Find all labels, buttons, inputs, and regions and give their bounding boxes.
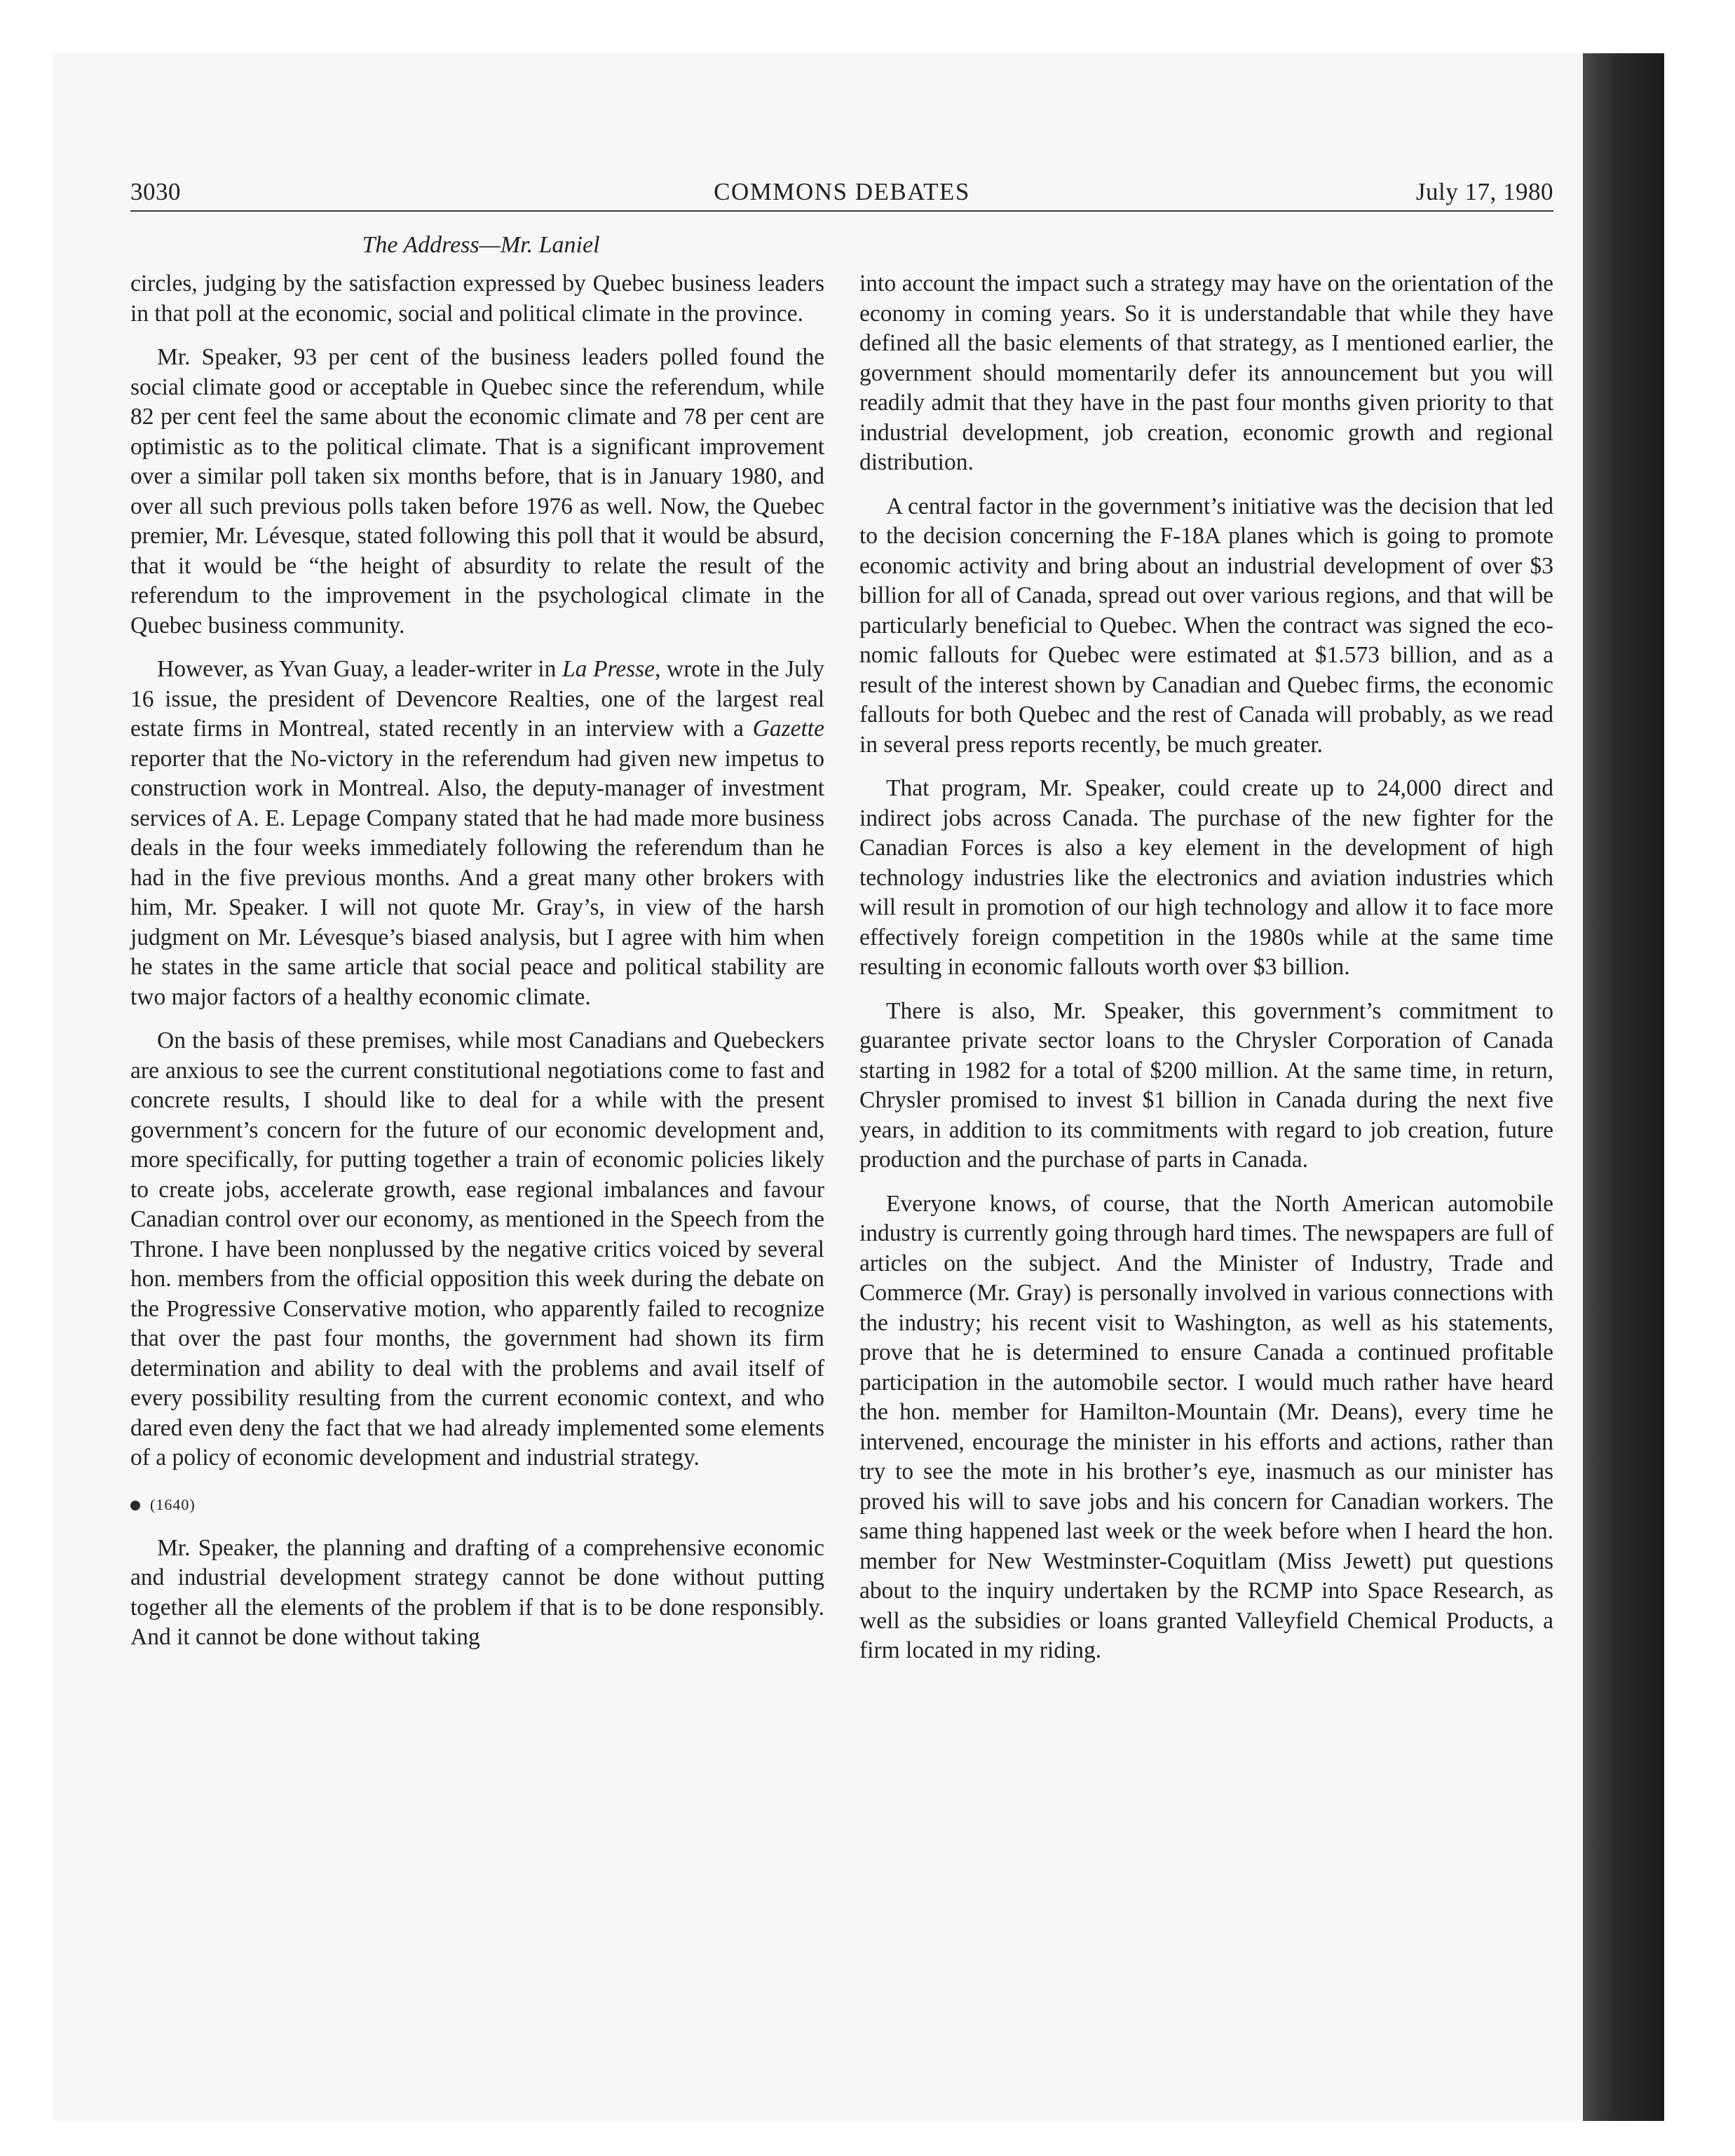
paragraph: Mr. Speaker, 93 per cent of the business leaders polled found the social climate good or acceptable in Quebec since the referendum, while 82 per cent feel the same about the economic climate and 78 per cent are optimistic as to the political climate. That is a significant improvement over a similar poll taken six months before, that is in January 1980, and over all such previous polls taken before 1976 as well. Now, the Quebec premier, Mr. Lévesque, stated following this poll that it would be absurd, that it would be “the height of absurdity to relate the result of the referendum to the improvement in the psychological climate in the Quebec business community. (130, 344, 824, 639)
publication-title: COMMONS DEBATES (714, 178, 970, 205)
paragraph: A central factor in the government’s initiative was the decision that led to the decision concerning the F-18A planes which is going to promote economic activity and bring about an industrial development of over $3 billion for all of Canada, spread out over various regions, and that will be particularly beneficial to Quebec. When the contract was signed the economic fallouts for Quebec were estimated at $1.573 billion, and as a result of the interest shown by Canadian and Quebec firms, the economic fallouts for both Quebec and the rest of Canada will probably, as we read in several press reports recently, be much greater. (859, 493, 1553, 758)
paragraph (130, 655, 824, 1012)
running-header (130, 178, 1553, 212)
time-marker (130, 1490, 824, 1520)
paragraph-text: , wrote in the July 16 issue, the president of Devencore Realties, one of the largest real estate firms in Montreal, stated recently in an interview with a (130, 656, 825, 742)
issue-date: July 17, 1980 (1415, 178, 1553, 205)
paragraph: Mr. Speaker, the planning and drafting of a comprehensive economic and industrial development strategy cannot be done without putting together all the elements of the problem if that is to be done responsibly. And it cannot be done without taking (130, 1534, 824, 1650)
left-column (130, 269, 824, 1667)
paragraph: That program, Mr. Speaker, could create up to 24,000 direct and indirect jobs across Canada. The purchase of the new fighter for the Canadian Forces is also a key element in the development of high technology industries like the electronics and aviation industries which will result in promotion of our high technology and allow it to face more effectively foreign competition in the 1980s while at the same time resulting in economic fallouts worth over $3 billion. (859, 775, 1553, 980)
paragraph-text: However, as Yvan Guay, a leader-writer in (157, 656, 562, 682)
bullet-icon (130, 1501, 140, 1510)
paragraph: There is also, Mr. Speaker, this government’s commitment to guarantee private sector loans to the Chrysler Corporation of Canada starting in 1982 for a total of $200 million. At the same time, in return, Chrysler promised to invest $1 billion in Canada during the next five years, in addition to its commitments with regard to job creation, future production and the purchase of parts in Canada. (859, 997, 1553, 1173)
paragraph-text: reporter that the No-victory in the referendum had given new impetus to construction work in Montreal. Also, the deputy-manager of investment services of A. E. Lepage Company stated that he had made more business deals in the four weeks immediately following the referendum than he had in the five previous months. And a great many other brokers with him, Mr. Speaker. I will not quote Mr. Gray’s, in view of the harsh judgment on Mr. Lévesque’s biased analysis, but I agree with him when he states in the same article that social peace and political stability are two major factors of a healthy economic climate. (130, 745, 824, 1010)
paragraph: into account the impact such a strategy may have on the orientation of the economy in coming years. So it is understandable that while they have defined all the basic elements of that strategy, as I mentioned earlier, the government should momentarily defer its announcement but you will readily admit that they have in the past four months given priority to that industrial development, job creation, economic growth and regional distribution. (859, 271, 1553, 475)
page-number: 3030 (130, 178, 181, 205)
time-marker-label: (1640) (150, 1495, 196, 1513)
section-heading: The Address—Mr. Laniel (362, 232, 600, 258)
right-column (859, 269, 1553, 1680)
binding-edge (1583, 53, 1664, 2121)
paragraph: On the basis of these premises, while most Canadians and Quebeckers are anxious to see the current constitutional negotiations come to fast and concrete results, I should like to deal for a while with the present government’s concern for the future of our economic development and, more specifically, for putting together a train of economic policies likely to create jobs, accelerate growth, ease regional imbalances and favour Canadian control over our economy, as mentioned in the Speech from the Throne. I have been nonplussed by the negative critics voiced by several hon. members from the official opposition this week during the debate on the Progressive Conservative motion, who apparently failed to recognize that over the past four months, the government had shown its firm determination and ability to deal with the problems and avail itself of every possibility resulting from the current economic context, and who dared even deny the fact that we had already implemented some elements of a policy of economic development and industrial strategy. (130, 1028, 824, 1471)
newspaper-name: La Presse (562, 656, 655, 682)
newspaper-name: Gazette (752, 716, 824, 742)
paragraph: circles, judging by the satisfaction expressed by Quebec business leaders in that poll at the economic, social and political climate in the province. (130, 271, 824, 327)
paragraph: Everyone knows, of course, that the North American automobile industry is currently going through hard times. The newspapers are full of articles on the subject. And the Minister of Industry, Trade and Commerce (Mr. Gray) is personally involved in various connections with the industry; his recent visit to Washington, as well as his statements, prove that he is determined to ensure Canada a continued profitable participation in the automobile sector. I would much rather have heard the hon. member for Hamilton-Mountain (Mr. Deans), every time he intervened, encourage the minister in his efforts and actions, rather than try to see the mote in his brother’s eye, inasmuch as our minister has proved his will to save jobs and his concern for Canadian workers. The same thing happened last week or the week before when I heard the hon. member for New Westminster-Coquitlam (Miss Jewett) put questions about to the inquiry undertaken by the RCMP into Space Research, as well as the subsidies or loans granted Valleyfield Chemical Products, a firm located in my riding. (859, 1190, 1553, 1663)
